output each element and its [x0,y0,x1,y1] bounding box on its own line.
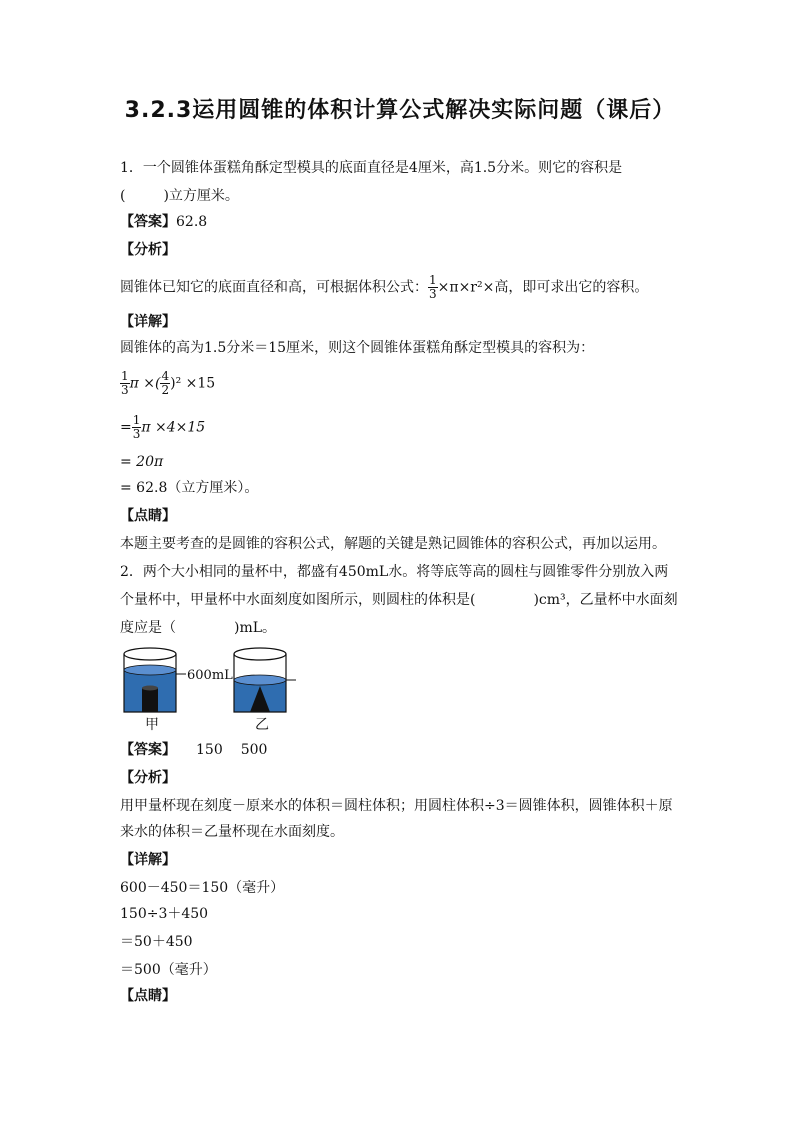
calc1-end: )² ×15 [170,375,216,392]
q2-analysis-label: 【分析】 [120,770,176,786]
q2-detail-line2: 150÷3＋450 [120,906,209,922]
cup-a-label: 甲 [145,717,159,733]
q1-analysis-fraction: $\frac{1}{3}$ [429,273,437,301]
calc2-fraction: $\frac{1}{3}$ [132,413,141,441]
q1-detail-line1: 圆锥体的高为1.5分米＝15厘米，则这个圆锥体蛋糕角酥定型模具的容积为： [120,340,595,356]
q2-comment-label: 【点睛】 [120,988,176,1004]
q2-line2-post: )cm³，乙量杯中水面刻 [533,592,678,608]
q2-text-line1: 2．两个大小相同的量杯中，都盛有450mL水。将等底等高的圆柱与圆锥零件分别放入两 [120,564,669,580]
q1-text-line2 [120,186,239,206]
q2-detail-line4: ＝500（毫升） [120,962,217,978]
calc1-fraction-2: $\frac{4}{2}$ [161,369,170,397]
q1-calc-line4: = 62.8（立方厘米）。 [120,480,259,496]
q1-answer-label: 【答案】 [120,214,176,230]
mark-label-600ml: 600mL [187,668,233,683]
q1-blank-open: ( [120,188,126,204]
q1-analysis-post: ×π×r²×高，即可求出它的容积。 [437,279,649,296]
q2-answer-line [120,740,267,760]
q1-detail-label: 【详解】 [120,314,176,330]
q1-comment: 本题主要考查的是圆锥的容积公式，解题的关键是熟记圆锥体的容积公式，再加以运用。 [120,536,666,552]
q2-detail-line3: ＝50＋450 [120,934,193,950]
q2-analysis-line1: 用甲量杯现在刻度－原来水的体积＝圆柱体积；用圆柱体积÷3＝圆锥体积，圆锥体积＋原 [120,798,673,814]
q2-detail-line1: 600－450＝150（毫升） [120,880,285,896]
q1-answer-value: 62.8 [176,214,208,230]
q2-line3-post: )mL。 [234,620,277,636]
calc1-mid: π ×( [129,375,161,392]
q2-line3-pre: 度应是（ [120,620,176,636]
q2-text-line2 [120,590,678,610]
q2-detail-label: 【详解】 [120,852,176,868]
q2-analysis-line2: 来水的体积＝乙量杯现在水面刻度。 [120,824,344,840]
q1-analysis-pre: 圆锥体已知它的底面直径和高，可根据体积公式： [120,279,428,296]
calc1-fraction-1: $\frac{1}{3}$ [121,369,129,397]
q1-comment-label: 【点睛】 [120,508,176,524]
q1-analysis-line [120,274,648,301]
q2-answer-1: 150 [196,742,223,758]
measuring-cups-figure [118,640,318,740]
q1-calc-line3: = 20π [120,454,164,470]
cylinder-part [142,688,158,712]
q1-answer-line [120,212,207,232]
q1-calc-line1 [120,370,215,397]
page-title: 3.2.3运用圆锥的体积计算公式解决实际问题（课后） [124,98,676,123]
calc2-eq: = [120,419,132,436]
q1-blank-close: )立方厘米。 [163,188,239,204]
q1-text-line1: 1．一个圆锥体蛋糕角酥定型模具的底面直径是4厘米，高1.5分米。则它的容积是 [120,160,623,176]
cup-b [234,648,296,712]
q2-line2-pre: 个量杯中，甲量杯中水面刻度如图所示，则圆柱的体积是( [120,592,476,608]
q2-answer-2: 500 [240,742,268,758]
cup-b-label: 乙 [255,717,269,733]
q2-answer-label: 【答案】 [120,742,176,758]
cup-a [124,648,186,712]
q2-text-line3 [120,618,276,638]
calc2-end: π ×4×15 [141,419,206,436]
q1-calc-line2 [120,414,205,441]
q1-analysis-label: 【分析】 [120,242,176,258]
